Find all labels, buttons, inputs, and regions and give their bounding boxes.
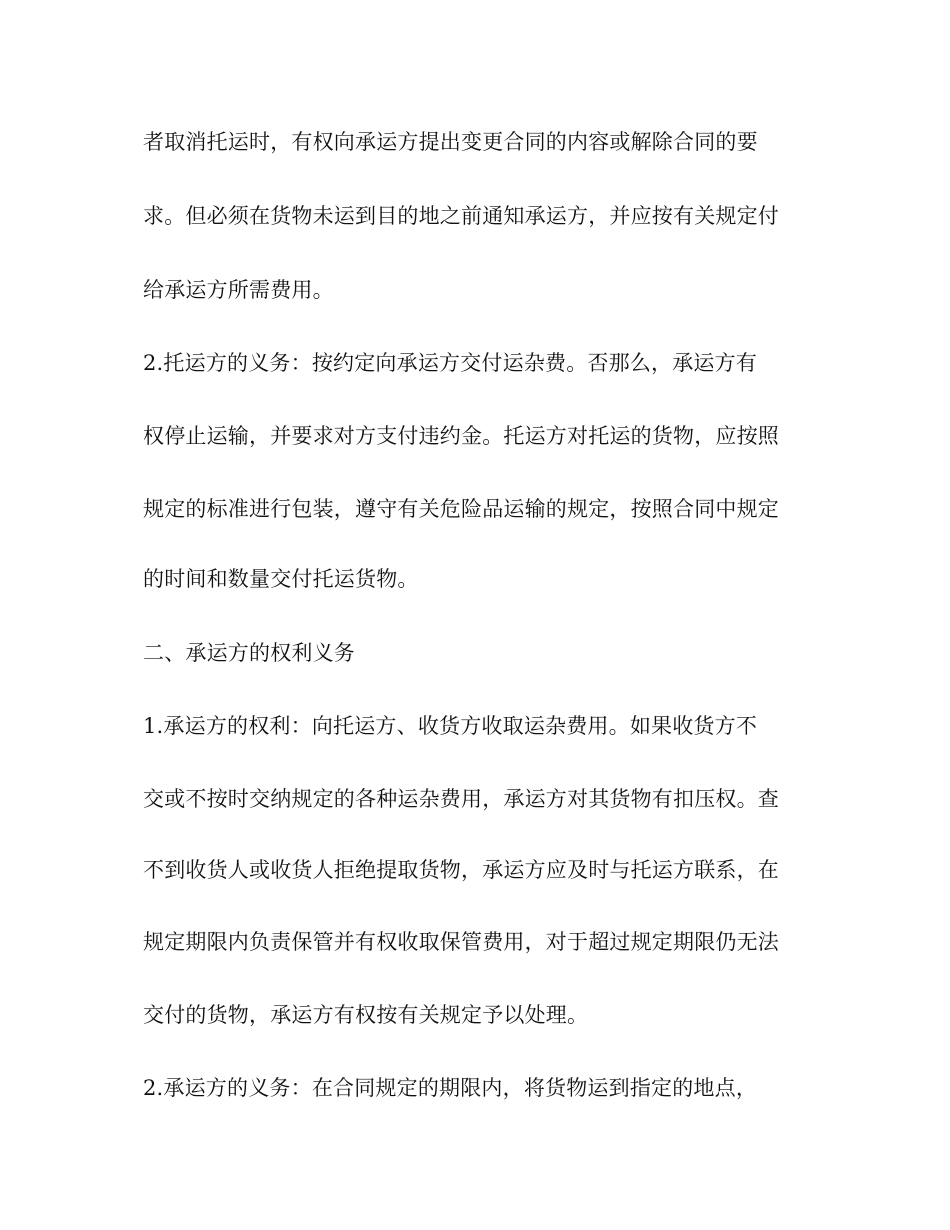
text-line: 1.承运方的权利：向托运方、收货方收取运杂费用。如果收货方不 <box>143 714 758 738</box>
text-line: 给承运方所需费用。 <box>143 278 334 302</box>
text-line: 交或不按时交纳规定的各种运杂费用，承运方对其货物有扣压权。查 <box>143 787 779 811</box>
section-heading: 二、承运方的权利义务 <box>143 641 355 665</box>
text-line: 的时间和数量交付托运货物。 <box>143 567 419 591</box>
text-line: 求。但必须在货物未运到目的地之前通知承运方，并应按有关规定付 <box>143 204 779 228</box>
text-line: 2.托运方的义务：按约定向承运方交付运杂费。否那么，承运方有 <box>143 351 758 375</box>
text-line: 规定期限内负责保管并有权收取保管费用，对于超过规定期限仍无法 <box>143 930 779 954</box>
text-line: 规定的标准进行包装，遵守有关危险品运输的规定，按照合同中规定 <box>143 497 779 521</box>
text-line: 权停止运输，并要求对方支付违约金。托运方对托运的货物，应按照 <box>143 424 779 448</box>
text-line: 交付的货物，承运方有权按有关规定予以处理。 <box>143 1003 589 1027</box>
text-line: 者取消托运时，有权向承运方提出变更合同的内容或解除合同的要 <box>143 130 758 154</box>
text-line: 2.承运方的义务：在合同规定的期限内，将货物运到指定的地点， <box>143 1076 758 1100</box>
text-line: 不到收货人或收货人拒绝提取货物，承运方应及时与托运方联系，在 <box>143 858 779 882</box>
